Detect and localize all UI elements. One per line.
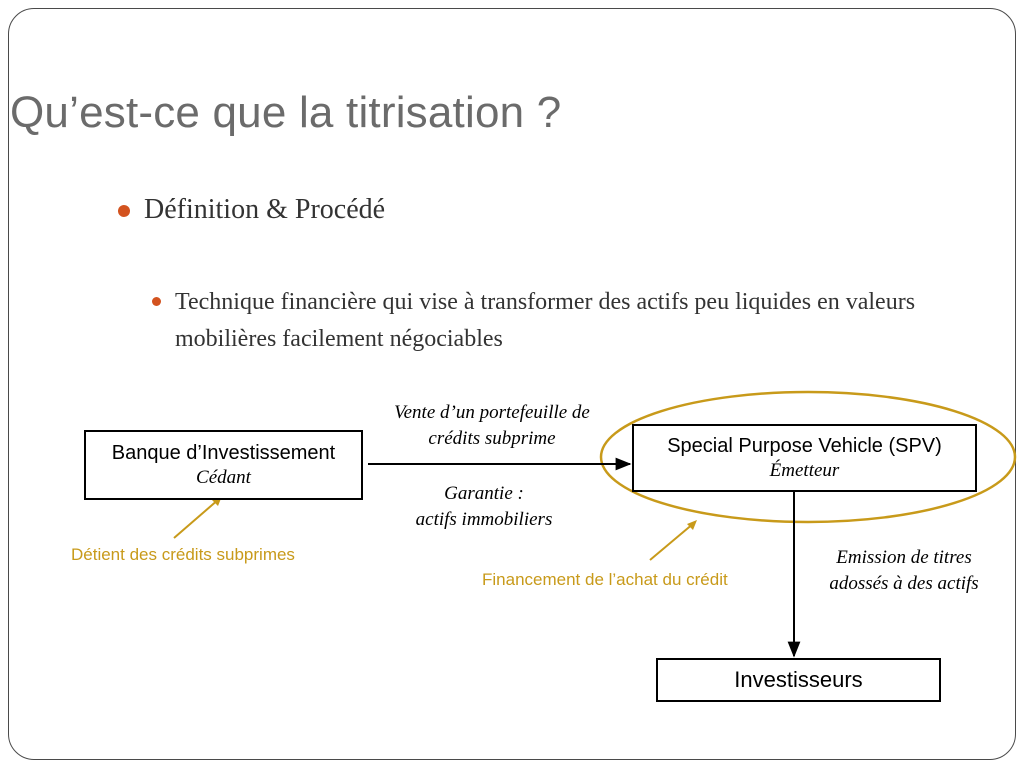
annotation-spv-pointer <box>650 523 694 560</box>
bank-name: Banque d’Investissement <box>111 442 336 464</box>
emission-label <box>808 545 1000 597</box>
bank-box <box>84 430 363 500</box>
annotation-bank-pointer <box>174 499 219 538</box>
annotation-spv: Financement de l’achat du crédit <box>482 570 728 589</box>
guarantee-label-line1: Garantie : <box>444 483 524 504</box>
guarantee-label-line2: actifs immobiliers <box>415 509 553 530</box>
guarantee-label <box>388 481 580 533</box>
spv-box <box>632 424 977 492</box>
spv-role: Émetteur <box>769 460 840 481</box>
bullet-level1-text: Définition & Procédé <box>144 194 386 225</box>
sale-label-line2: crédits subprime <box>428 428 556 449</box>
sale-label <box>368 400 616 452</box>
investors-name: Investisseurs <box>734 667 863 692</box>
spv-name: Special Purpose Vehicle (SPV) <box>667 435 942 457</box>
slide-title: Qu’est-ce que la titrisation ? <box>10 88 562 137</box>
annotation-bank: Détient des crédits subprimes <box>71 545 295 564</box>
sale-label-line1: Vente d’un portefeuille de <box>394 402 590 423</box>
investors-box <box>656 658 941 702</box>
bank-role: Cédant <box>196 467 251 488</box>
emission-label-line2: adossés à des actifs <box>829 573 979 594</box>
bullet-level2-text: Technique financière qui vise à transformer des actifs peu liquides en valeurs mobilières facilement négociables <box>175 289 916 352</box>
emission-label-line1: Emission de titres <box>836 547 972 568</box>
